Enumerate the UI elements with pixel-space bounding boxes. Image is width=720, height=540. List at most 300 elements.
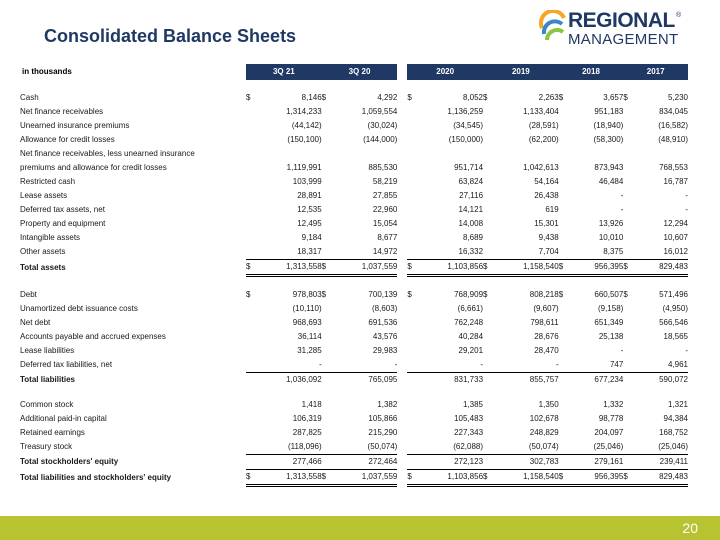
dollar-sign [322,133,330,147]
dollar-sign [483,358,491,372]
cell-value: - [685,205,688,214]
dollar-sign [322,189,330,203]
table-row [20,259,688,277]
dollar-sign [483,119,491,133]
dollar-sign [483,217,491,231]
cell-value: 8,677 [377,233,398,242]
dollar-sign: $ [483,259,491,277]
dollar-sign: $ [407,290,412,299]
cell-value: - [620,205,624,214]
cell-value: 287,825 [292,428,322,437]
cell-value: 1,158,540 [491,469,559,487]
dollar-sign [322,330,330,344]
dollar-sign [559,245,567,259]
cell-value: 619 [545,205,559,214]
dollar-sign [246,189,254,203]
cell-value: 8,052 [462,93,484,102]
cell-value: 571,496 [659,290,688,299]
row-label: Debt [20,290,37,299]
dollar-sign [623,330,631,344]
dollar-sign [407,398,415,412]
dollar-sign: $ [407,469,415,487]
cell-value: (62,088) [453,442,484,451]
dollar-sign: $ [407,259,415,277]
cell-value [415,147,483,161]
cell-value: 831,733 [415,372,483,387]
cell-value: (144,000) [363,135,398,144]
dollar-sign [483,175,491,189]
dollar-sign [483,231,491,245]
dollar-sign [623,119,631,133]
cell-value: 10,010 [598,233,624,242]
cell-value: (8,603) [371,304,398,313]
dollar-sign: $ [246,259,254,277]
dollar-sign [559,358,567,372]
logo-swirl-icon [538,10,568,46]
cell-value: 660,507 [594,290,624,299]
dollar-sign [623,245,631,259]
cell-value: - [620,191,624,200]
dollar-sign [559,119,567,133]
header-gap [397,64,407,80]
dollar-sign [407,358,415,372]
cell-value: 4,292 [377,93,398,102]
column-gap [397,344,407,358]
cell-value: 204,097 [594,428,624,437]
row-label: Treasury stock [20,442,73,451]
cell-value: 1,136,259 [447,107,484,116]
dollar-sign [407,105,415,119]
cell-value: 15,054 [372,219,398,228]
cell-value: 16,332 [458,247,484,256]
dollar-sign: $ [246,469,254,487]
cell-value: 29,983 [372,346,398,355]
dollar-sign: $ [321,290,327,299]
cell-value: 1,332 [603,400,624,409]
cell-value: 1,042,613 [523,163,559,172]
cell-value: 1,385 [462,400,484,409]
dollar-sign [559,398,567,412]
table-row [20,358,688,372]
dollar-sign [246,119,254,133]
column-gap [397,398,407,412]
dollar-sign [559,189,567,203]
dollar-sign [559,147,567,161]
dollar-sign [559,161,567,175]
table-row [20,330,688,344]
dollar-sign [623,161,631,175]
table-row [20,147,688,161]
cell-value: (18,940) [593,121,624,130]
cell-value: 951,183 [594,107,624,116]
dollar-sign [559,440,567,454]
dollar-sign [483,412,491,426]
dollar-sign [246,426,254,440]
cell-value: 8,689 [462,233,484,242]
dollar-sign [322,147,330,161]
dollar-sign [407,147,415,161]
dollar-sign: $ [483,469,491,487]
cell-value: 968,693 [292,318,322,327]
table-row [20,245,688,259]
dollar-sign [407,203,415,217]
dollar-sign [623,133,631,147]
cell-value [491,147,559,161]
cell-value: (25,046) [593,442,624,451]
dollar-sign [322,217,330,231]
dollar-sign [246,161,254,175]
cell-value: 14,972 [372,247,398,256]
column-gap [397,105,407,119]
dollar-sign [407,344,415,358]
logo-line1: REGIONAL [568,9,675,32]
cell-value: (10,110) [292,304,322,313]
cell-value: (30,024) [367,121,398,130]
table-row [20,105,688,119]
cell-value: 1,119,991 [286,163,322,172]
dollar-sign [559,316,567,330]
dollar-sign [623,105,631,119]
cell-value: 9,438 [538,233,559,242]
cell-value: 762,248 [454,318,484,327]
cell-value: (150,100) [287,135,322,144]
cell-value [567,147,624,161]
dollar-sign [246,440,254,454]
dollar-sign [246,358,254,372]
row-label: Other assets [20,247,66,256]
dollar-sign [483,189,491,203]
dollar-sign [407,372,415,387]
cell-value: 105,483 [454,414,484,423]
cell-value: 10,607 [663,233,688,242]
column-gap [397,426,407,440]
dollar-sign [559,133,567,147]
dollar-sign: $ [623,290,628,299]
dollar-sign [246,454,254,469]
dollar-sign [322,440,330,454]
dollar-sign [407,217,415,231]
registered-mark: ® [676,12,682,19]
cell-value: 873,943 [594,163,624,172]
dollar-sign [623,203,631,217]
dollar-sign [246,105,254,119]
dollar-sign [559,372,567,387]
table-row [20,161,688,175]
row-label: Common stock [20,400,74,409]
cell-value: (9,607) [533,304,559,313]
dollar-sign [623,426,631,440]
column-header: 2020 [407,64,483,80]
cell-value: 1,158,540 [491,259,559,277]
cell-value: 54,164 [534,177,559,186]
cell-value: 768,553 [659,163,688,172]
cell-value: 691,536 [368,318,398,327]
column-gap [397,330,407,344]
page-number: 20 [682,520,698,536]
column-header: 2018 [559,64,624,80]
row-label: Intangible assets [20,233,81,242]
cell-value: 279,161 [567,454,624,469]
cell-value: (50,074) [367,442,398,451]
cell-value: (58,300) [593,135,624,144]
cell-value: 1,059,554 [361,107,398,116]
column-gap [397,454,407,469]
cell-value: 94,384 [663,414,688,423]
cell-value: 31,285 [297,346,322,355]
dollar-sign [322,372,330,387]
dollar-sign [407,426,415,440]
cell-value: 63,824 [458,177,484,186]
dollar-sign [246,412,254,426]
dollar-sign [623,147,631,161]
table-row [20,175,688,189]
column-gap [397,412,407,426]
table-row [20,412,688,426]
dollar-sign [407,161,415,175]
cell-value: (48,910) [658,135,688,144]
cell-value: 1,313,558 [254,259,322,277]
cell-value: (150,000) [448,135,484,144]
cell-value: 102,678 [529,414,559,423]
row-label: Total liabilities [20,374,75,384]
cell-value: (28,591) [528,121,559,130]
cell-value: 28,470 [534,346,559,355]
dollar-sign: $ [623,259,631,277]
cell-value: - [685,191,688,200]
cell-value: - [556,360,559,369]
dollar-sign [407,440,415,454]
cell-value: 106,319 [292,414,322,423]
cell-value: 8,146 [301,93,322,102]
dollar-sign [559,454,567,469]
column-header: 3Q 20 [322,64,398,80]
cell-value: (4,950) [662,304,688,313]
cell-value: 1,321 [667,400,688,409]
dollar-sign [407,412,415,426]
cell-value: - [394,360,398,369]
dollar-sign [623,175,631,189]
dollar-sign [322,161,330,175]
table-header-row [20,64,688,80]
dollar-sign [559,203,567,217]
cell-value: 700,139 [368,290,398,299]
row-label: Net finance receivables [20,107,104,116]
column-gap [397,231,407,245]
cell-value: 566,546 [659,318,688,327]
table-row [20,344,688,358]
cell-value: 272,464 [330,454,398,469]
dollar-sign [246,231,254,245]
dollar-sign [322,344,330,358]
row-label: Deferred tax assets, net [20,205,105,214]
dollar-sign [483,316,491,330]
row-label: Additional paid-in capital [20,414,107,423]
column-gap [397,372,407,387]
dollar-sign: $ [559,259,567,277]
dollar-sign [483,398,491,412]
dollar-sign: $ [483,93,488,102]
cell-value: 58,219 [372,177,398,186]
dollar-sign [322,412,330,426]
cell-value: 5,230 [667,93,688,102]
dollar-sign [559,344,567,358]
cell-value: 16,787 [663,177,688,186]
column-gap [397,316,407,330]
dollar-sign [322,105,330,119]
row-label: Total stockholders' equity [20,456,119,466]
dollar-sign [246,398,254,412]
dollar-sign [407,245,415,259]
dollar-sign [483,161,491,175]
dollar-sign [407,119,415,133]
cell-value: 1,037,559 [330,259,398,277]
cell-value: (44,142) [291,121,322,130]
table-row [20,231,688,245]
cell-value: 103,999 [292,177,322,186]
table-row [20,217,688,231]
cell-value: 12,294 [663,219,688,228]
row-label: Net debt [20,318,51,327]
cell-value: 651,349 [594,318,624,327]
dollar-sign [559,330,567,344]
table-row [20,469,688,487]
dollar-sign: $ [322,469,330,487]
dollar-sign [246,302,254,316]
cell-value: 277,466 [254,454,322,469]
dollar-sign [559,426,567,440]
cell-value: 951,714 [454,163,484,172]
cell-value: - [620,346,624,355]
cell-value: 27,855 [372,191,398,200]
cell-value: 590,072 [631,372,688,387]
cell-value: 829,483 [631,259,688,277]
cell-value: 1,103,856 [415,259,483,277]
column-gap [397,302,407,316]
cell-value: 808,218 [529,290,559,299]
table-row [20,426,688,440]
cell-value: 1,314,233 [286,107,322,116]
column-gap [397,119,407,133]
dollar-sign: $ [321,93,327,102]
table-row [20,133,688,147]
cell-value: 14,121 [458,205,484,214]
dollar-sign [407,231,415,245]
cell-value: 14,008 [458,219,484,228]
dollar-sign [322,119,330,133]
row-label: Lease liabilities [20,346,75,355]
cell-value: 855,757 [491,372,559,387]
cell-value: 302,783 [491,454,559,469]
cell-value: 18,565 [663,332,688,341]
cell-value: 956,395 [567,469,624,487]
cell-value: 28,676 [534,332,559,341]
cell-value: (6,661) [457,304,484,313]
dollar-sign [322,231,330,245]
dollar-sign [322,454,330,469]
cell-value: 677,234 [567,372,624,387]
dollar-sign [559,302,567,316]
page-title: Consolidated Balance Sheets [44,26,297,46]
balance-sheet-body [20,91,688,487]
cell-value: 1,103,856 [415,469,483,487]
dollar-sign [246,175,254,189]
cell-value: 834,045 [659,107,688,116]
row-label: Accounts payable and accrued expenses [20,332,166,341]
cell-value: (62,200) [528,135,559,144]
row-label: Restricted cash [20,177,76,186]
dollar-sign: $ [483,290,488,299]
cell-value: 12,495 [297,219,322,228]
cell-value: 28,891 [297,191,322,200]
row-label: Total assets [20,263,66,272]
row-label: Retained earnings [20,428,85,437]
dollar-sign [483,372,491,387]
footer-bar [0,516,720,540]
table-row [20,302,688,316]
cell-value: 43,576 [372,332,398,341]
cell-value: (25,046) [658,442,688,451]
cell-value: 978,803 [292,290,322,299]
table-row [20,119,688,133]
dollar-sign [483,105,491,119]
dollar-sign [483,454,491,469]
dollar-sign [407,316,415,330]
dollar-sign [623,344,631,358]
cell-value: 248,829 [529,428,559,437]
cell-value: 105,866 [368,414,398,423]
dollar-sign [483,203,491,217]
row-label: Lease assets [20,191,68,200]
cell-value: 18,317 [297,247,322,256]
dollar-sign [246,147,254,161]
dollar-sign [623,302,631,316]
dollar-sign [483,330,491,344]
dollar-sign: $ [246,290,251,299]
dollar-sign [246,344,254,358]
cell-value: 27,116 [459,191,484,200]
logo-line2: MANAGEMENT [568,31,679,48]
dollar-sign [559,175,567,189]
cell-value: 29,201 [458,346,484,355]
dollar-sign [559,217,567,231]
cell-value: 829,483 [631,469,688,487]
cell-value: (50,074) [528,442,559,451]
dollar-sign [623,217,631,231]
column-gap [397,147,407,161]
cell-value: 1,133,404 [523,107,559,116]
cell-value [330,147,398,161]
dollar-sign [407,175,415,189]
row-label: premiums and allowance for credit losses [20,163,167,172]
cell-value: 1,418 [301,400,322,409]
table-row [20,189,688,203]
row-label: Deferred tax liabilities, net [20,360,113,369]
cell-value: (34,545) [453,121,484,130]
table-row [20,203,688,217]
dollar-sign [246,330,254,344]
column-gap [397,175,407,189]
cell-value: (9,158) [597,304,624,313]
cell-value: 768,909 [454,290,484,299]
dollar-sign [623,372,631,387]
cell-value: 1,382 [377,400,398,409]
cell-value: 98,778 [598,414,624,423]
dollar-sign [322,426,330,440]
dollar-sign [623,189,631,203]
dollar-sign [322,316,330,330]
dollar-sign [559,105,567,119]
cell-value: 239,411 [631,454,688,469]
